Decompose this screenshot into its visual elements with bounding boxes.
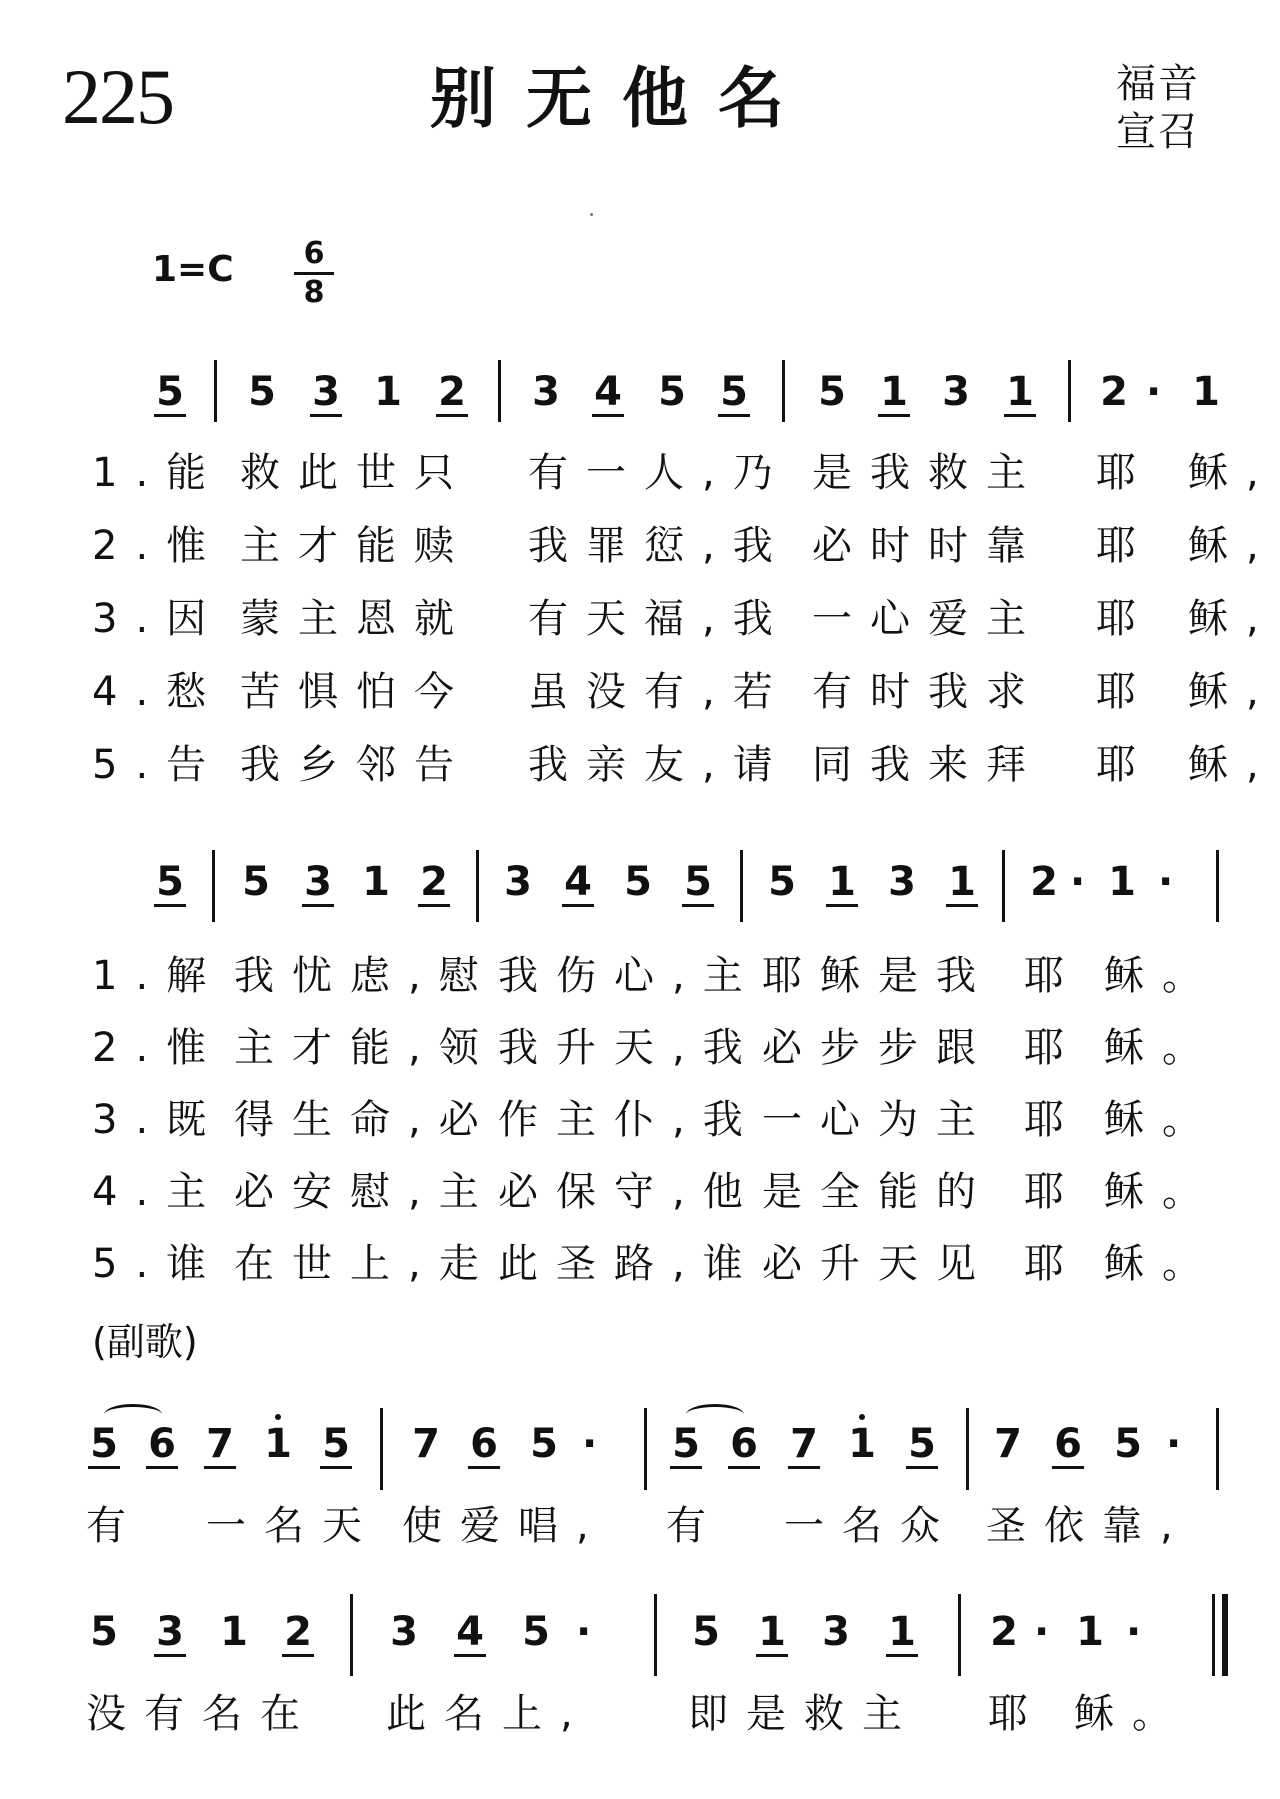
- lyric-segment: 稣,: [1188, 450, 1277, 496]
- barline: [782, 360, 785, 422]
- lyric-line: [0, 664, 1280, 720]
- lyric-segment: 耶: [1024, 1025, 1082, 1071]
- duration-dot: ·: [1158, 859, 1174, 905]
- lyric-segment: 必安慰,主: [234, 1169, 497, 1215]
- duration-dot: ·: [582, 1421, 598, 1467]
- note: 1: [1004, 372, 1036, 417]
- barline: [1002, 850, 1005, 922]
- final-barline-thick: [1222, 1594, 1228, 1676]
- barline: [740, 850, 743, 922]
- duration-dot: ·: [1146, 369, 1162, 415]
- note: 5: [670, 1424, 702, 1469]
- lyric-segment: 必时时靠: [812, 523, 1044, 569]
- note: 3: [504, 859, 532, 905]
- barline: [1216, 1408, 1219, 1490]
- note: 3: [822, 1609, 850, 1655]
- lyric-segment: 我亲友,请: [528, 742, 791, 788]
- note: 7: [788, 1424, 820, 1469]
- note: 6: [468, 1424, 500, 1469]
- note: 1: [826, 862, 858, 907]
- note: 5: [658, 369, 686, 415]
- lyric-segment: 一心为主: [762, 1097, 994, 1143]
- note: 6: [1052, 1424, 1084, 1469]
- lyric-line: [0, 1020, 1280, 1076]
- barline: [498, 360, 501, 422]
- lyric-segment: 是全能的: [762, 1169, 994, 1215]
- note: 4: [592, 372, 624, 417]
- lyric-line: [0, 1092, 1280, 1148]
- lyric-segment: 耶: [1024, 1169, 1082, 1215]
- barline: [644, 1408, 647, 1490]
- lyric-segment: 1.解: [92, 953, 225, 999]
- lyric-segment: 5.告: [92, 742, 225, 788]
- final-barline-thin: [1212, 1594, 1215, 1676]
- barline: [966, 1408, 969, 1490]
- lyric-segment: 此名上,: [386, 1691, 591, 1737]
- note: 5: [320, 1424, 352, 1469]
- note: 2: [990, 1609, 1018, 1655]
- lyric-segment: 有: [666, 1503, 724, 1549]
- lyric-segment: 耶稣是我: [762, 953, 994, 999]
- lyric-line: [0, 1686, 1280, 1742]
- lyric-line: [0, 1236, 1280, 1292]
- lyric-segment: 有时我求: [812, 669, 1044, 715]
- barline: [958, 1594, 961, 1676]
- note: 1: [846, 1424, 878, 1464]
- lyric-segment: 蒙主恩就: [240, 596, 472, 642]
- note: 1: [362, 859, 390, 905]
- lyric-line: [0, 591, 1280, 647]
- lyric-segment: 稣,: [1188, 523, 1277, 569]
- lyric-segment: 即是救主: [688, 1691, 920, 1737]
- lyric-segment: 一名天: [206, 1503, 380, 1549]
- duration-dot: ·: [1070, 859, 1086, 905]
- note: 1: [946, 862, 978, 907]
- lyric-segment: 耶: [988, 1691, 1046, 1737]
- note: 5: [768, 859, 796, 905]
- note: 3: [888, 859, 916, 905]
- lyric-segment: 必保守,他: [498, 1169, 761, 1215]
- barline: [350, 1594, 353, 1676]
- note: 6: [146, 1424, 178, 1469]
- lyric-segment: 稣。: [1074, 1691, 1190, 1737]
- lyric-segment: 4.主: [92, 1169, 225, 1215]
- note: 5: [242, 859, 270, 905]
- note: 2: [418, 862, 450, 907]
- note: 3: [390, 1609, 418, 1655]
- note: 1: [262, 1424, 294, 1464]
- time-signature-denominator: 8: [303, 275, 325, 310]
- note: 3: [942, 369, 970, 415]
- lyric-segment: 有: [86, 1503, 144, 1549]
- lyric-segment: 耶: [1024, 953, 1082, 999]
- note: 1: [886, 1612, 918, 1657]
- lyric-line: [0, 1164, 1280, 1220]
- lyric-segment: 同我来拜: [812, 742, 1044, 788]
- note: 3: [154, 1612, 186, 1657]
- lyric-segment: 稣。: [1104, 1241, 1220, 1287]
- note: 1: [1108, 859, 1136, 905]
- lyric-segment: 我伤心,主: [498, 953, 761, 999]
- lyric-segment: 我升天,我: [498, 1025, 761, 1071]
- barline: [1216, 850, 1219, 922]
- note: 2: [282, 1612, 314, 1657]
- note: 5: [154, 372, 186, 417]
- note: 3: [532, 369, 560, 415]
- duration-dot: ·: [1166, 1421, 1182, 1467]
- lyric-segment: 稣,: [1188, 742, 1277, 788]
- lyric-segment: 有一人,乃: [528, 450, 791, 496]
- note: 4: [562, 862, 594, 907]
- note: 3: [310, 372, 342, 417]
- note: 1: [1192, 369, 1220, 415]
- lyric-segment: 虽没有,若: [528, 669, 791, 715]
- note: 5: [88, 1424, 120, 1469]
- note: 6: [728, 1424, 760, 1469]
- lyric-segment: 苦惧怕今: [240, 669, 472, 715]
- lyric-segment: 没有名在: [86, 1691, 318, 1737]
- lyric-segment: 一心爱主: [812, 596, 1044, 642]
- lyric-line: [0, 445, 1280, 501]
- time-signature: [294, 238, 334, 309]
- lyric-line: [0, 1498, 1280, 1554]
- time-signature-numerator: 6: [294, 238, 334, 275]
- lyric-segment: 稣。: [1104, 1169, 1220, 1215]
- note: 5: [522, 1609, 550, 1655]
- note: 1: [220, 1609, 248, 1655]
- note: 4: [454, 1612, 486, 1657]
- lyric-line: [0, 948, 1280, 1004]
- note: 1: [756, 1612, 788, 1657]
- note: 5: [248, 369, 276, 415]
- key-signature: 1=C: [152, 249, 234, 290]
- category-line-1: 福音: [1116, 61, 1200, 107]
- lyric-segment: 有天福,我: [528, 596, 791, 642]
- barline: [1068, 360, 1071, 422]
- lyric-segment: 必升天见: [762, 1241, 994, 1287]
- lyric-segment: 耶: [1024, 1097, 1082, 1143]
- note: 7: [204, 1424, 236, 1469]
- lyric-segment: 稣。: [1104, 953, 1220, 999]
- note: 5: [624, 859, 652, 905]
- duration-dot: ·: [1034, 1609, 1050, 1655]
- note: 5: [90, 1609, 118, 1655]
- note: 5: [718, 372, 750, 417]
- lyric-segment: 4.愁: [92, 669, 225, 715]
- note: 2: [436, 372, 468, 417]
- scan-speck: [590, 213, 593, 216]
- lyric-segment: 我忧虑,慰: [234, 953, 497, 999]
- lyric-segment: 耶: [1096, 450, 1154, 496]
- barline: [476, 850, 479, 922]
- duration-dot: ·: [576, 1609, 592, 1655]
- lyric-segment: 我罪愆,我: [528, 523, 791, 569]
- lyric-segment: 1.能: [92, 450, 225, 496]
- lyric-segment: 稣。: [1104, 1097, 1220, 1143]
- lyric-segment: 耶: [1096, 742, 1154, 788]
- lyric-line: [0, 518, 1280, 574]
- note: 5: [682, 862, 714, 907]
- lyric-segment: 主才能赎: [240, 523, 472, 569]
- note: 5: [530, 1421, 558, 1467]
- lyric-segment: 耶: [1096, 523, 1154, 569]
- lyric-line: [0, 737, 1280, 793]
- lyric-segment: 得生命,必: [234, 1097, 497, 1143]
- lyric-segment: 是我救主: [812, 450, 1044, 496]
- lyric-segment: 耶: [1096, 596, 1154, 642]
- hymn-number: 225: [62, 53, 173, 140]
- lyric-segment: 必步步跟: [762, 1025, 994, 1071]
- lyric-segment: 5.谁: [92, 1241, 225, 1287]
- note: 5: [154, 862, 186, 907]
- hymn-category: [1116, 60, 1200, 156]
- lyric-segment: 此圣路,谁: [498, 1241, 761, 1287]
- note: 1: [1076, 1609, 1104, 1655]
- lyric-segment: 我乡邻告: [240, 742, 472, 788]
- lyric-segment: 3.因: [92, 596, 225, 642]
- note: 1: [374, 369, 402, 415]
- category-line-2: 宣召: [1116, 109, 1200, 155]
- barline: [654, 1594, 657, 1676]
- note: 2: [1100, 369, 1128, 415]
- lyric-segment: 救此世只: [240, 450, 472, 496]
- lyric-segment: 2.惟: [92, 1025, 225, 1071]
- lyric-segment: 使爱唱,: [402, 1503, 607, 1549]
- note: 5: [692, 1609, 720, 1655]
- lyric-segment: 圣依靠,: [986, 1503, 1191, 1549]
- hymn-title: 别无他名: [430, 60, 814, 137]
- lyric-segment: 主才能,领: [234, 1025, 497, 1071]
- lyric-segment: 稣,: [1188, 596, 1277, 642]
- lyric-segment: 3.既: [92, 1097, 225, 1143]
- barline: [212, 850, 215, 922]
- lyric-segment: 2.惟: [92, 523, 225, 569]
- refrain-label: (副歌): [92, 1320, 198, 1364]
- lyric-segment: 稣,: [1188, 669, 1277, 715]
- duration-dot: ·: [1126, 1609, 1142, 1655]
- note: 3: [302, 862, 334, 907]
- barline: [380, 1408, 383, 1490]
- note: 5: [1114, 1421, 1142, 1467]
- note: 1: [878, 372, 910, 417]
- lyric-segment: 作主仆,我: [498, 1097, 761, 1143]
- lyric-segment: 稣。: [1104, 1025, 1220, 1071]
- note: 2: [1030, 859, 1058, 905]
- note: 7: [412, 1421, 440, 1467]
- note: 5: [818, 369, 846, 415]
- lyric-segment: 耶: [1096, 669, 1154, 715]
- lyric-segment: 耶: [1024, 1241, 1082, 1287]
- note: 5: [906, 1424, 938, 1469]
- lyric-segment: 一名众: [784, 1503, 958, 1549]
- note: 7: [994, 1421, 1022, 1467]
- barline: [214, 360, 217, 422]
- lyric-segment: 在世上,走: [234, 1241, 497, 1287]
